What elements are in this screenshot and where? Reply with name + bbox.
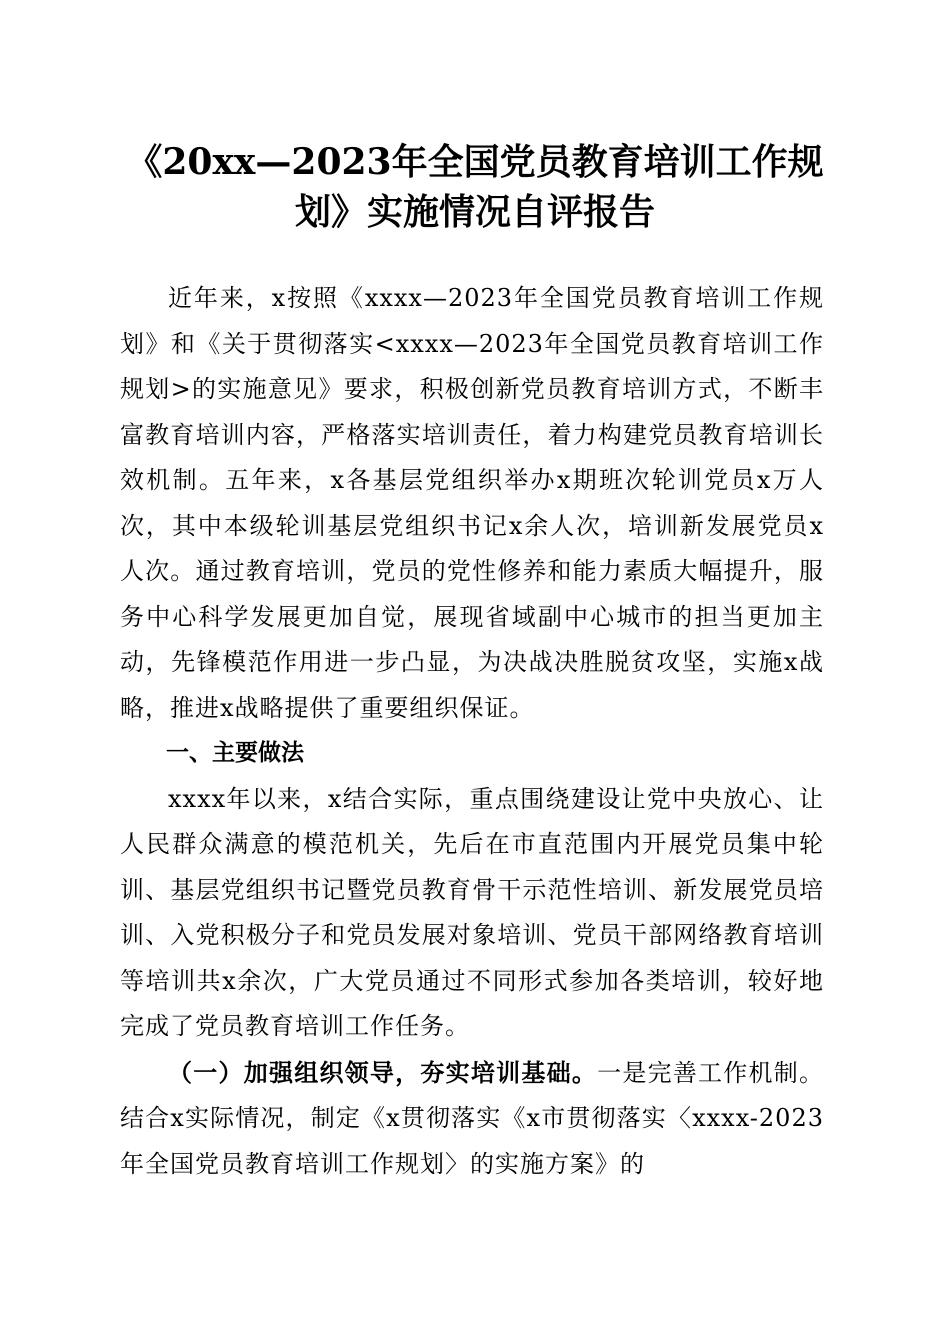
subsection-paragraph	[120, 1050, 824, 1188]
practices-paragraph: xxxx年以来，x结合实际，重点围绕建设让党中央放心、让人民群众满意的模范机关，先后在市直范围内开展党员集中轮训、基层党组织书记暨党员教育骨干示范性培训、新发展党员培训、入党积极分子和党员发展对象培训、党员干部网络教育培训等培训共x余次，广大党员通过不同形式参加各类培训，较好地完成了党员教育培训工作任务。	[120, 784, 824, 1040]
document-body	[120, 276, 824, 1187]
subsection-body: 一是完善工作机制。结合x实际情况，制定《x贯彻落实《x市贯彻落实〈xxxx-2023年全国党员教育培训工作规划〉的实施方案》的	[120, 1058, 825, 1178]
subsection-lead: （一）加强组织领导，夯实培训基础。	[168, 1057, 598, 1087]
intro-paragraph: 近年来，x按照《xxxx—2023年全国党员教育培训工作规划》和《关于贯彻落实<xxxx—2023年全国党员教育培训工作规划>的实施意见》要求，积极创新党员教育培训方式，不断丰富教育培训内容，严格落实培训责任，着力构建党员教育培训长效机制。五年来，x各基层党组织举办x期班次轮训党员x万人次，其中本级轮训基层党组织书记x余人次，培训新发展党员x人次。通过教育培训，党员的党性修养和能力素质大幅提升，服务中心科学发展更加自觉，展现省域副中心城市的担当更加主动，先锋模范作用进一步凸显，为决战决胜脱贫攻坚，实施x战略，推进x战略提供了重要组织保证。	[120, 284, 824, 722]
document-title-line-1: 《20xx—2023年全国党员教育培训工作规	[126, 141, 824, 183]
document-title-line-2: 划》实施情况自评报告	[294, 191, 655, 233]
section-heading-main-practices: 一、主要做法	[166, 740, 304, 766]
